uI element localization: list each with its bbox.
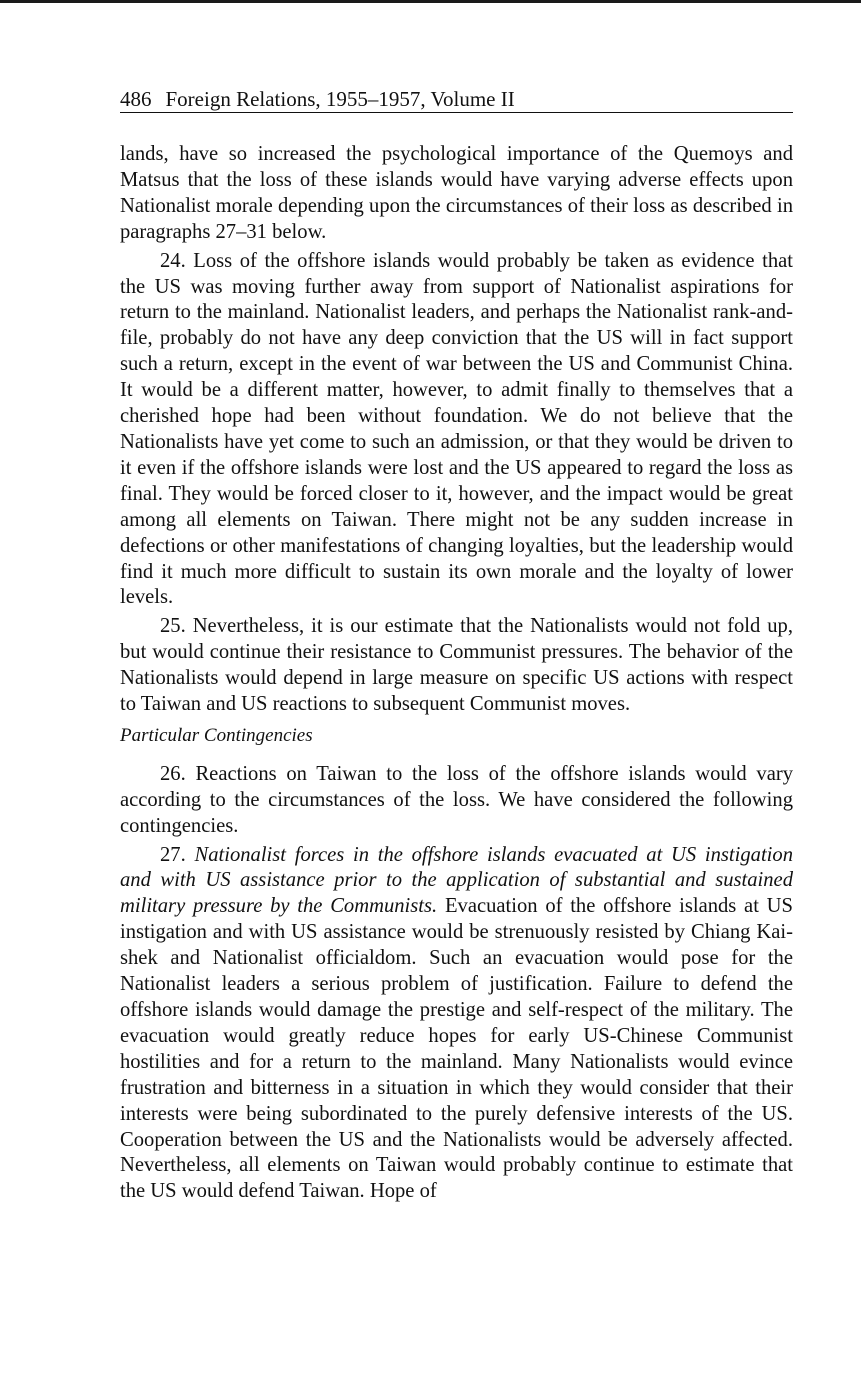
paragraph-25: 25. Nevertheless, it is our estimate that the Nationalists would not fold up, but would continue their resistance to Communist pressures. The behavior of the Nationalists would depend in large measure on specific US actions with respect to Taiwan and US reactions to subsequent Communist moves. <box>120 615 793 716</box>
paragraph-continued: lands, have so increased the psychological importance of the Quemoys and Matsus that the loss of these islands would have varying adverse effects upon Nationalist morale depending upon the circumstances of their loss as described in paragraphs 27–31 below. <box>120 143 793 243</box>
paragraph-24: 24. Loss of the offshore islands would probably be taken as evidence that the US was moving further away from support of Nationalist aspirations for return to the mainland. Nationalist leaders, and perhaps the Nationalist rank-and-file, probably do not have any deep conviction that the US will in fact support such a return, except in the event of war between the US and Communist China. It would be a different matter, however, to admit finally to themselves that a cherished hope had been without foundation. We do not believe that the Nationalists have yet come to such an admission, or that they would be driven to it even if the offshore islands were lost and the US appeared to regard the loss as final. They would be forced closer to it, however, and the impact would be great among all elements on Taiwan. There might not be any sudden increase in defections or other manifestations of changing loyalties, but the leadership would find it much more difficult to sustain its own morale and the loyalty of lower levels. <box>120 249 793 609</box>
paragraph-27-italic-heading: Nationalist forces in the offshore islands evacuated at US instigation and with US assistance prior to the application of substantial and sustained military pressure by the Communists. <box>120 843 793 918</box>
paragraph-27-number: 27. <box>160 843 186 866</box>
document-page <box>120 86 793 1208</box>
paragraph-27-text: Evacuation of the offshore islands at US instigation and with US assistance would be strenuously resisted by Chiang Kai-shek and Nationalist officialdom. Such an evacuation would pose for the Nationalist leaders a serious problem of justification. Failure to defend the offshore islands would damage the prestige and self-respect of the military. The evacuation would greatly reduce hopes for early US-Chinese Communist hostilities and for a return to the mainland. Many Nationalists would evince frustration and bitterness in a situation in which they would consider that their interests were being subordinated to the purely defensive interests of the US. Cooperation between the US and the Nationalists would be adversely affected. Nevertheless, all elements on Taiwan would probably continue to estimate that the US would defend Taiwan. Hope of <box>120 895 793 1203</box>
section-subheading: Particular Contingencies <box>120 724 313 746</box>
page-top-edge <box>0 0 861 3</box>
page-number: 486 <box>120 87 152 111</box>
paragraph-26: 26. Reactions on Taiwan to the loss of the offshore islands would vary according to the circumstances of the loss. We have considered the following contingencies. <box>120 762 793 837</box>
running-header <box>120 86 793 113</box>
running-title: Foreign Relations, 1955–1957, Volume II <box>165 87 515 111</box>
paragraph-27 <box>120 843 793 1206</box>
